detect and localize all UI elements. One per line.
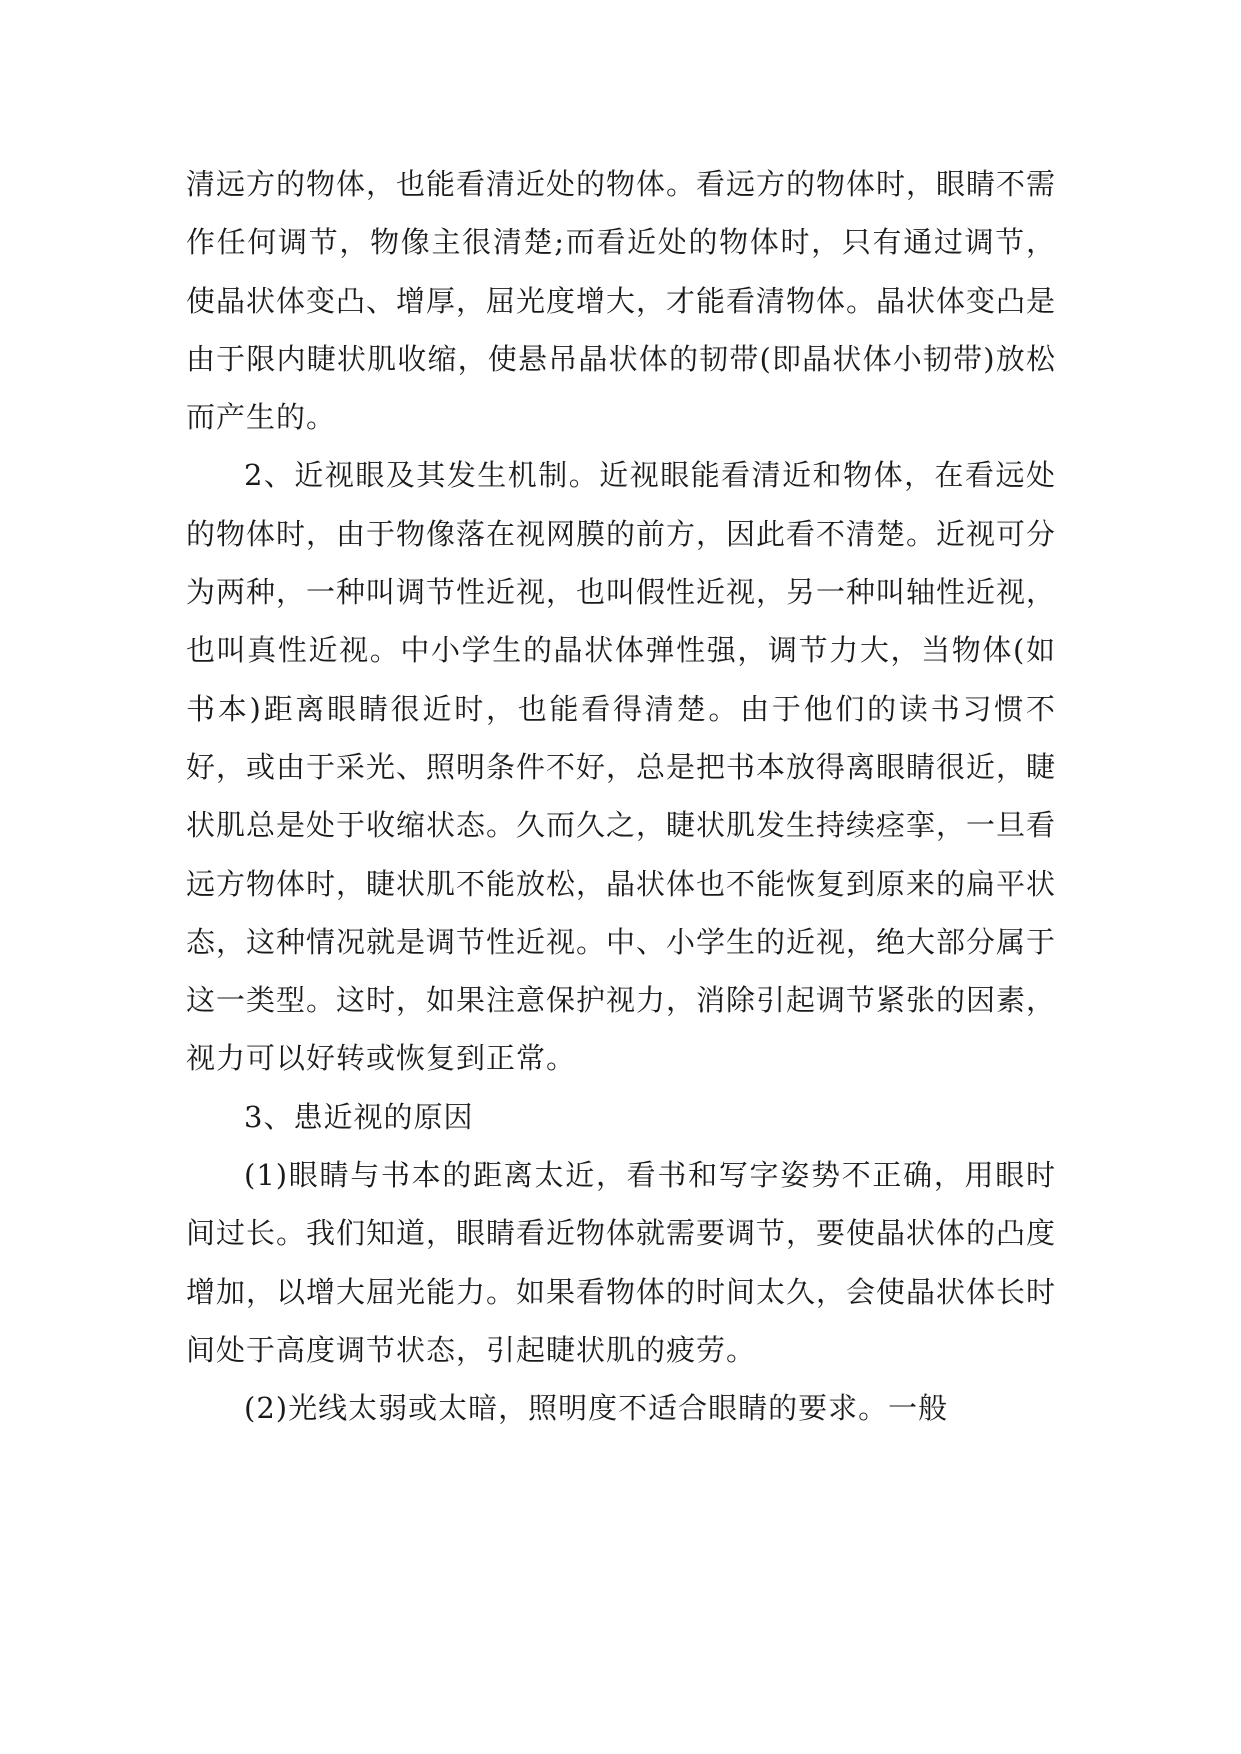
paragraph-cause-2: (2)光线太弱或太暗，照明度不适合眼睛的要求。一般 (244, 1391, 949, 1426)
paragraph-myopia-mechanism: 2、近视眼及其发生机制。近视眼能看清近和物体，在看远处的物体时，由于物像落在视网膜的前方，因此看不清楚。近视可分为两种，一种叫调节性近视，也叫假性近视，另一种叫轴性近视，也叫真性近视。中小学生的晶状体弹性强，调节力大，当物体(如书本)距离眼睛很近时，也能看得清楚。由于他们的读书习惯不好，或由于采光、照明条件不好，总是把书本放得离眼睛很近，睫状肌总是处于收缩状态。久而久之，睫状肌发生持续痉挛，一旦看远方物体时，睫状肌不能放松，晶状体也不能恢复到原来的扁平状态，这种情况就是调节性近视。中、小学生的近视，绝大部分属于这一类型。这时，如果注意保护视力，消除引起调节紧张的因素，视力可以好转或恢复到正常。 (186, 458, 1057, 1076)
section-heading-myopia-causes: 3、患近视的原因 (244, 1099, 474, 1134)
paragraph-continuation: 清远方的物体，也能看清近处的物体。看远方的物体时，眼睛不需作任何调节，物像主很清楚;而看近处的物体时，只有通过调节，使晶状体变凸、增厚，屈光度增大，才能看清物体。晶状体变凸是由于限内睫状肌收缩，使悬吊晶状体的韧带(即晶状体小韧带)放松而产生的。 (186, 167, 1057, 435)
paragraph-cause-1: (1)眼睛与书本的距离太近，看书和写字姿势不正确，用眼时间过长。我们知道，眼睛看近物体就需要调节，要使晶状体的凸度增加，以增大屈光能力。如果看物体的时间太久，会使晶状体长时间处于高度调节状态，引起睫状肌的疲劳。 (186, 1158, 1057, 1367)
document-body (186, 155, 1056, 1438)
